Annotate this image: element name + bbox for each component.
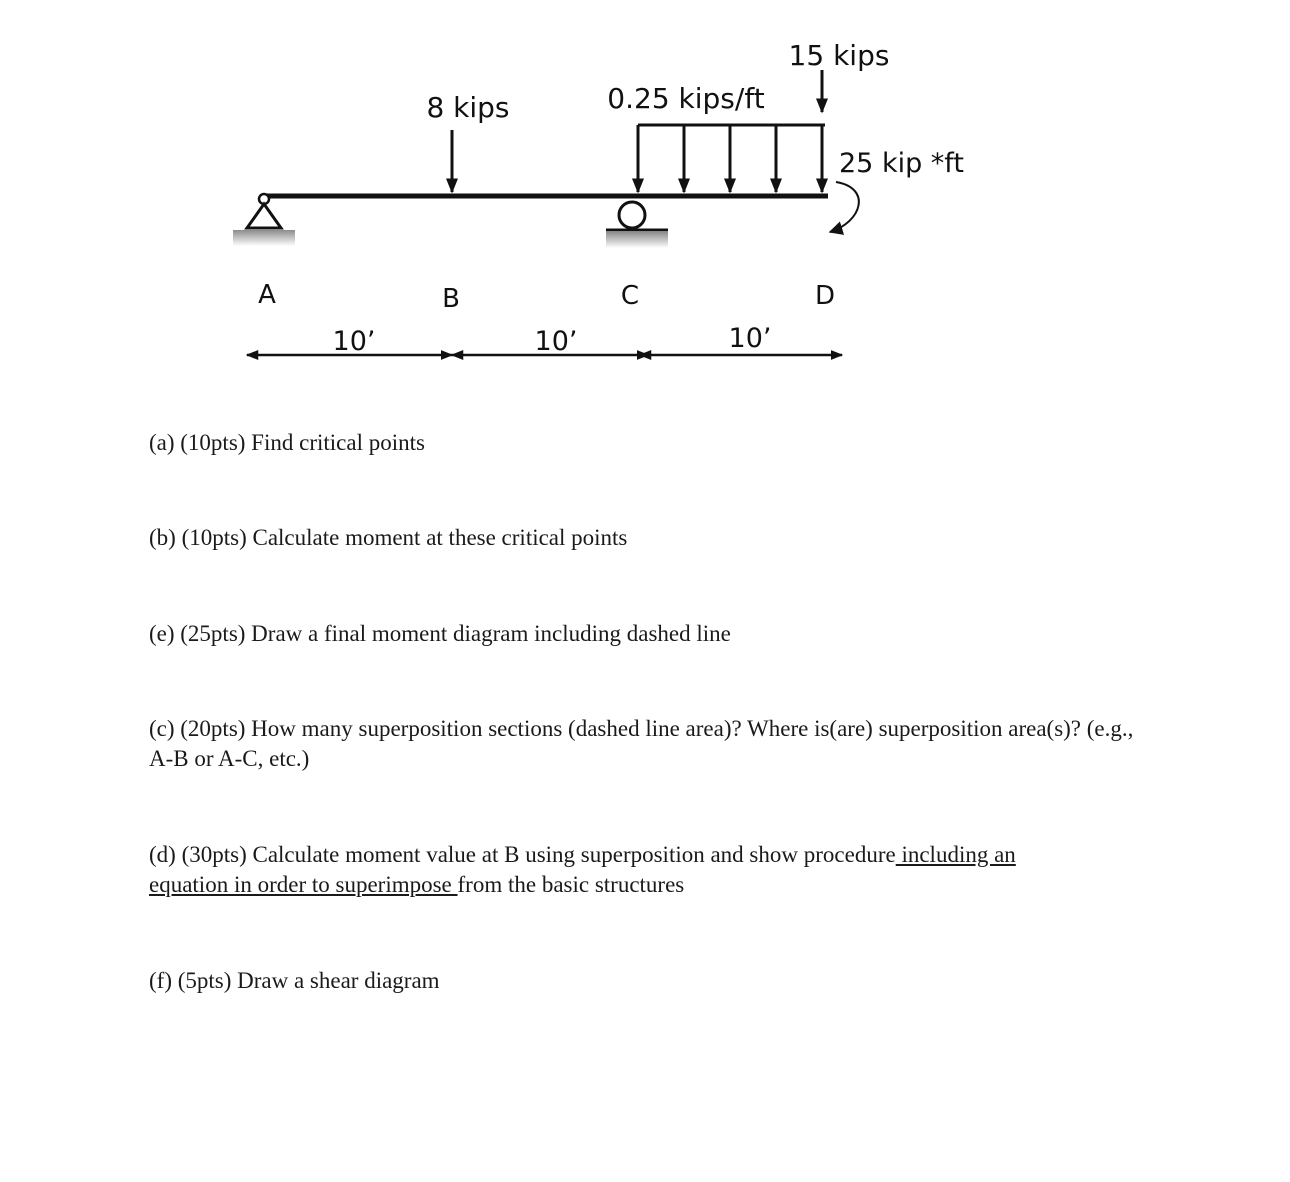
point-label-b: B — [442, 284, 460, 314]
roller-support-c — [606, 202, 668, 248]
question-d-text: (d) (30pts) Calculate moment value at B using superposition and show procedure — [149, 842, 896, 867]
distributed-load-label: 0.25 kips/ft — [607, 82, 765, 115]
point-label-c: C — [620, 281, 640, 311]
distributed-load — [638, 125, 825, 192]
point-label-d: D — [814, 281, 836, 311]
question-b: (b) (10pts) Calculate moment at these critical points — [149, 525, 628, 550]
question-d — [149, 840, 1089, 900]
point-label-a: A — [258, 280, 276, 310]
question-f: (f) (5pts) Draw a shear diagram — [149, 968, 440, 993]
span-label-ab: 10’ — [332, 326, 376, 357]
question-a: (a) (10pts) Find critical points — [149, 430, 425, 455]
beam-diagram — [0, 0, 1290, 420]
pin-support-a — [233, 194, 295, 246]
question-d-underlined: including an equation in order to superimpose — [149, 842, 1016, 897]
question-e: (e) (25pts) Draw a final moment diagram including dashed line — [149, 621, 731, 646]
question-d-text-end: from the basic structures — [457, 872, 685, 897]
span-label-cd: 10’ — [728, 323, 772, 354]
moment-label-d: 25 kip *ft — [839, 148, 964, 179]
question-c: (c) (20pts) How many superposition sections (dashed line area)? Where is(are) superposition area(s)? (e.g., A-B or A-C, etc.) — [149, 716, 1134, 771]
moment-arrow-d — [830, 182, 859, 232]
span-label-bc: 10’ — [534, 326, 578, 357]
point-load-d-label: 15 kips — [788, 39, 890, 72]
point-load-b-label: 8 kips — [426, 91, 510, 124]
